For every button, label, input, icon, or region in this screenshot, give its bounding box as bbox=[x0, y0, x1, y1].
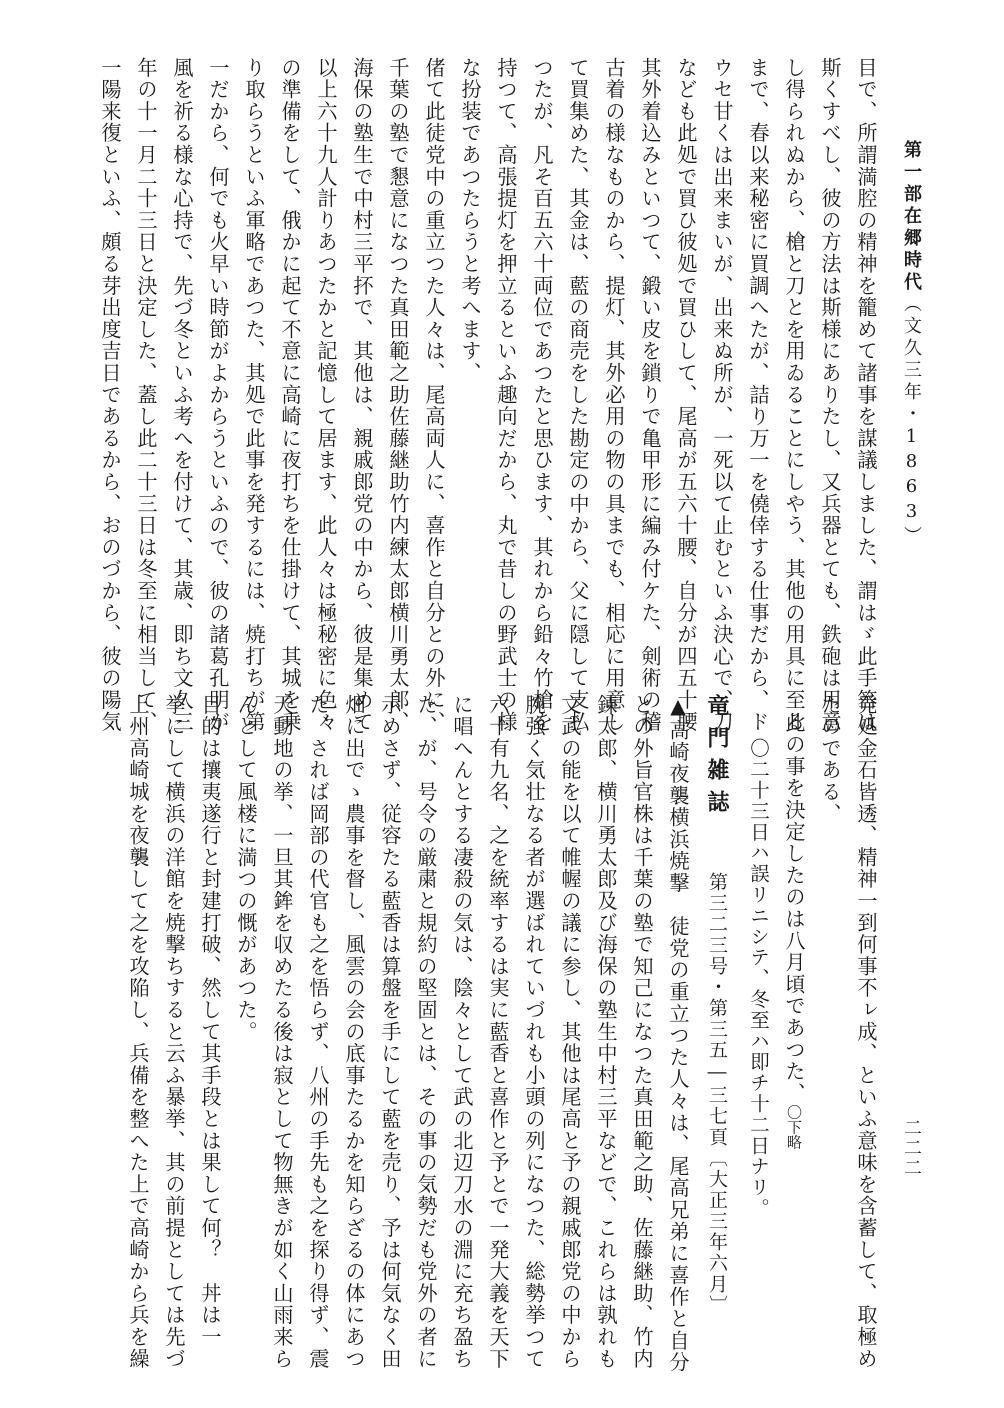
editorial-note: 〇二十三日ハ誤リニシテ、冬至ハ即チ十二日ナリ。 bbox=[747, 738, 770, 1219]
text-line: 其外着込みといつて、鍛い皮を鎖りで亀甲形に編み付ケた、剣術の稽 bbox=[638, 57, 662, 733]
text-line: つたが、凡そ百五六十両位であつたと思ひます、其れから鉛々竹槍を bbox=[530, 57, 554, 733]
text-line: 斯くすべし、彼の方法は斯様にありたし、又兵器とても、鉄砲は用意 bbox=[818, 57, 842, 733]
text-line: 一陽来復といふ、頗る芽出度吉日であるから、おのづから、彼の陽気 bbox=[98, 57, 122, 733]
text-line: た、されば岡部の代官も之を悟らず、八州の手先も之を探り得ず、震 bbox=[306, 694, 330, 1370]
text-line: に唱へんとする凄殺の気は、陰々として武の北辺刀水の淵に充ち盈ち bbox=[450, 694, 474, 1370]
text-line: 以上六十九人計りあつたかと記憶して居ます、此人々は極秘密に色々 bbox=[314, 57, 338, 733]
text-line: ▲高崎夜襲横浜焼撃 徒党の重立つた人々は、尾高兄弟に喜作と自分 bbox=[666, 694, 690, 1374]
running-title: 第一部在郷時代 bbox=[901, 140, 922, 294]
text-line: な扮装であつたらうと考へます、 bbox=[458, 57, 482, 384]
text-line: 天動地の挙、一旦其鉾を収めたる後は寂として物無きが如く山雨来ら bbox=[270, 694, 294, 1370]
text-line: 六十有九名、之を統率するは実に藍香と喜作と予とで一発大義を天下 bbox=[486, 694, 510, 1370]
text-line: 文武の能を以て帷幄の議に参し、其他は尾高と予の親戚郎党の中から bbox=[558, 694, 582, 1370]
text-line bbox=[784, 712, 804, 1362]
text-line: た、が、号令の厳粛と規約の堅固とは、その事の気勢だも党外の者に bbox=[414, 694, 438, 1370]
text-line: の準備をして、俄かに起て不意に高崎に夜打ちを仕掛けて、其城を乗 bbox=[278, 57, 302, 733]
text-line: 持つて、高張提灯を押立るといふ趣向だから、丸で昔しの野武士の様 bbox=[494, 57, 518, 733]
source-heading bbox=[706, 694, 728, 1344]
text-line: 発処金石皆透、精神一到何事不ㇾ成、といふ意味を含蓄して、取極め bbox=[854, 694, 878, 1370]
text-line: まで、春以来秘密に買調へたが、詰り万一を僥倖する仕事だから、ド bbox=[746, 57, 770, 733]
text-line: 風を祈る様な心持で、先づ冬といふ考へを付けて、其歳、即ち文久三 bbox=[170, 57, 194, 733]
text-line: 一だから、何でも火早い時節がよからうといふので、彼の諸葛孔明が bbox=[206, 57, 230, 733]
text-line: なども此処で買ひ彼処で買ひして、尾高が五六十腰、自分が四五十腰 bbox=[674, 57, 698, 733]
page-number: 二二二 bbox=[901, 1118, 922, 1178]
text-line: 挙にして横浜の洋館を焼撃ちすると云ふ暴挙、其の前提としては先づ bbox=[162, 694, 186, 1370]
source-title: 竜門雑誌 bbox=[704, 694, 730, 822]
text-line: 示めさず、従容たる藍香は算盤を手にして藍を売り、予は何気なく田 bbox=[378, 694, 402, 1370]
text-line: り取らうといふ軍略であつた、其処で此事を発するには、焼打ちが第 bbox=[242, 57, 266, 733]
text-line: 上州高崎城を夜襲して之を攻陥し、兵備を整へた上で高崎から兵を繰 bbox=[126, 694, 150, 1370]
text-line: 偖て此徒党中の重立つた人々は、尾高両人に、喜作と自分との外に、 bbox=[422, 57, 446, 733]
text-line: 錬太郎、横川勇太郎及び海保の塾生中村三平などで、これらは孰れも bbox=[594, 694, 618, 1370]
text-line: たのである、 bbox=[818, 694, 842, 825]
text-line: 目で、所謂満腔の精神を籠めて諸事を謀議しました、謂はゞ此手筈は bbox=[854, 57, 878, 733]
text-line: 目的は攘夷遂行と封建打破、然して其手段とは果して何？ 丼は一 bbox=[198, 694, 222, 1348]
text-line: んとして風楼に満つの慨があつた。 bbox=[234, 694, 258, 1043]
text-line: 海保の塾生で中村三平抔で、其他は、親戚郎党の中から、彼是集めて bbox=[350, 57, 374, 733]
text-line: し得られぬから、槍と刀とを用ゐることにしやう、其他の用具に至る bbox=[782, 57, 806, 733]
text-line: て買集めた、其金は、藍の商売をした勘定の中から、父に隠して支払 bbox=[566, 57, 590, 733]
omission-mark: 〇下略 bbox=[785, 1104, 803, 1150]
running-header bbox=[902, 140, 920, 700]
text-line: 古着の様なものから、提灯、其外必用の物の具までも、相応に用意し bbox=[602, 57, 626, 733]
text-line: 千葉の塾で懇意になつた真田範之助佐藤継助竹内練太郎横川勇太郎、 bbox=[386, 57, 410, 733]
source-citation: 第三二三号・第三五―三七頁〔大正三年六月〕 bbox=[706, 872, 728, 1316]
date-note: （文久三年・1863） bbox=[901, 294, 922, 548]
text-line-content: 此の事を決定したのは八月頃であつた、 bbox=[782, 712, 806, 1105]
text-line: との外旨官株は千葉の塾で知己になつた真田範之助、佐藤継助、竹内 bbox=[630, 694, 654, 1370]
text-line: 腕強く気壮なる者が選ばれていづれも小頭の列になつた、総勢挙つて bbox=[522, 694, 546, 1370]
text-line: ウセ甘くは出来まいが、出来ぬ所が、一死以て止むといふ決心で、刀 bbox=[710, 57, 734, 733]
text-line: 年の十一月二十三日と決定した、蓋し此二十三日は冬至に相当して、 bbox=[134, 57, 158, 733]
text-line: 畑に出でゝ農事を督し、風雲の会の底事たるかを知らざるの体にあつ bbox=[342, 694, 366, 1370]
